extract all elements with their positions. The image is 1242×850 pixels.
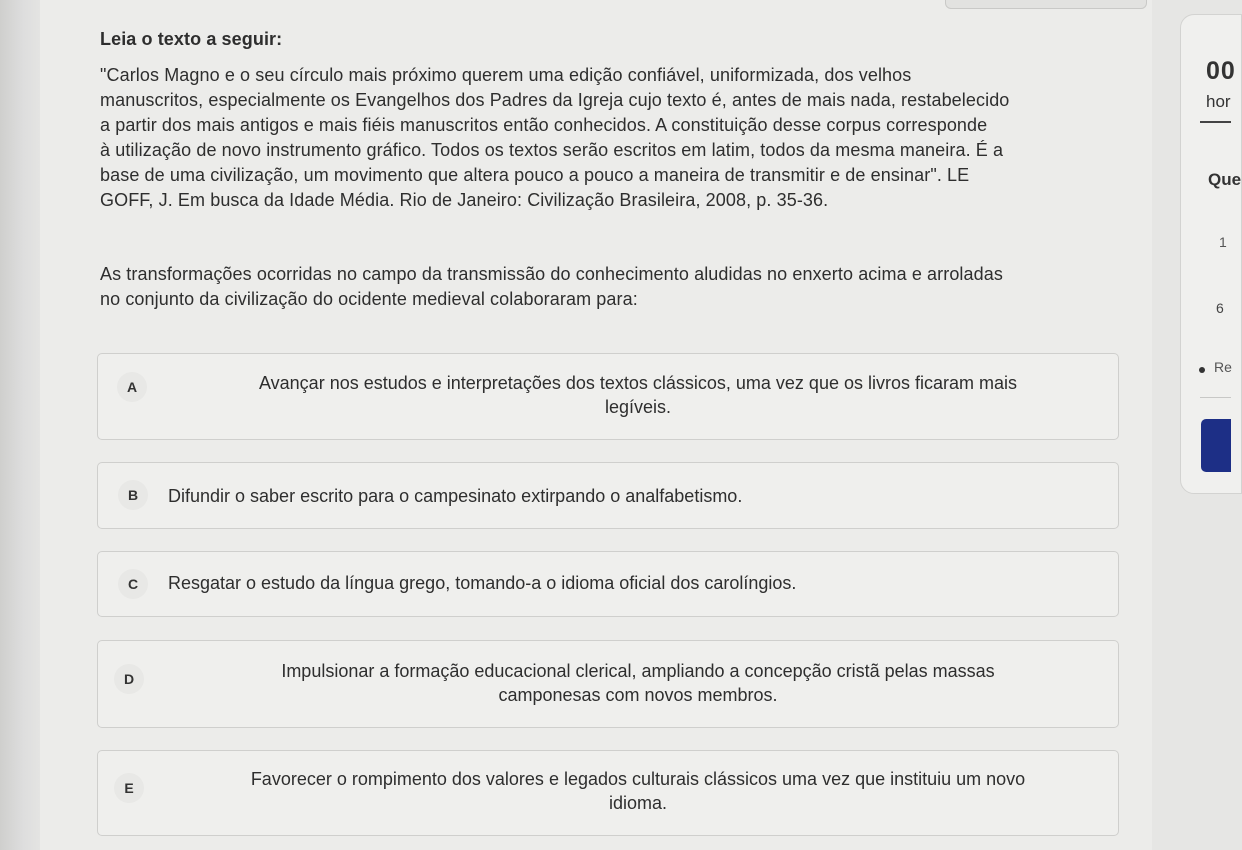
sidebar-divider bbox=[1200, 397, 1231, 398]
option-text-line: idioma. bbox=[608, 793, 668, 813]
option-letter-b: B bbox=[118, 480, 148, 510]
question-number-6[interactable]: 6 bbox=[1216, 300, 1224, 316]
option-letter-a: A bbox=[117, 372, 147, 402]
quote-line: GOFF, J. Em busca da Idade Média. Rio de Janeiro: Civilização Brasileira, 2008, p. 35-36. bbox=[100, 190, 829, 210]
quote-line: à utilização de novo instrumento gráfico. Todos os textos serão escritos em latim, todos da mesma maneira. É a bbox=[100, 140, 1004, 160]
option-text-line: legíveis. bbox=[604, 397, 672, 417]
option-text-a bbox=[198, 371, 1078, 419]
option-c[interactable] bbox=[97, 551, 1119, 617]
quote-line: base de uma civilização, um movimento que altera pouco a pouco a maneira de transmitir e de ensinar". LE bbox=[100, 165, 970, 185]
option-text-line: Impulsionar a formação educacional clerical, ampliando a concepção cristã pelas massas bbox=[281, 661, 995, 681]
timer-hours-label: hor bbox=[1206, 92, 1231, 111]
quote-line: "Carlos Magno e o seu círculo mais próximo querem uma edição confiável, uniformizada, dos velhos bbox=[100, 65, 912, 85]
option-text-line: Favorecer o rompimento dos valores e legados culturais clássicos uma vez que instituiu um novo bbox=[250, 769, 1026, 789]
option-letter-e: E bbox=[114, 773, 144, 803]
option-text-line: Avançar nos estudos e interpretações dos textos clássicos, uma vez que os livros ficaram mais bbox=[258, 373, 1017, 393]
stem-line: no conjunto da civilização do ocidente medieval colaboraram para: bbox=[100, 289, 638, 309]
quote-line: a partir dos mais antigos e mais fiéis manuscritos então conhecidos. A constituição desse corpus corresponde bbox=[100, 115, 988, 135]
option-e[interactable] bbox=[97, 750, 1119, 836]
status-bullet-icon bbox=[1199, 367, 1205, 373]
option-a[interactable] bbox=[97, 353, 1119, 440]
option-d[interactable] bbox=[97, 640, 1119, 728]
question-number-1[interactable]: 1 bbox=[1219, 234, 1227, 250]
option-text-b bbox=[168, 484, 742, 508]
sidebar-divider bbox=[1200, 121, 1231, 123]
option-text-c bbox=[168, 571, 796, 595]
option-text-line: Difundir o saber escrito para o campesinato extirpando o analfabetismo. bbox=[168, 486, 743, 506]
option-letter-c: C bbox=[118, 569, 148, 599]
questions-label: Que bbox=[1208, 170, 1242, 189]
option-text-e bbox=[168, 767, 1108, 815]
option-text-line: camponesas com novos membros. bbox=[498, 685, 778, 705]
option-text-d bbox=[208, 659, 1068, 707]
option-b[interactable] bbox=[97, 462, 1119, 529]
screen-left-edge bbox=[0, 0, 40, 850]
option-text-line: Resgatar o estudo da língua grego, tomando-a o idioma oficial dos carolíngios. bbox=[168, 573, 797, 593]
timer-counter: 00 bbox=[1206, 57, 1236, 85]
quote-line: manuscritos, especialmente os Evangelhos dos Padres da Igreja cujo texto é, antes de mais nada, restabelecido bbox=[100, 90, 1010, 110]
question-stem bbox=[100, 262, 1140, 312]
stem-line: As transformações ocorridas no campo da transmissão do conhecimento aludidas no enxerto acima e arroladas bbox=[100, 264, 1003, 284]
top-strip bbox=[945, 0, 1147, 9]
status-label: Re bbox=[1214, 359, 1232, 375]
option-letter-d: D bbox=[114, 664, 144, 694]
question-intro: Leia o texto a seguir: bbox=[100, 29, 283, 49]
question-quote bbox=[100, 63, 1140, 213]
sidebar-action-button[interactable] bbox=[1201, 419, 1231, 472]
